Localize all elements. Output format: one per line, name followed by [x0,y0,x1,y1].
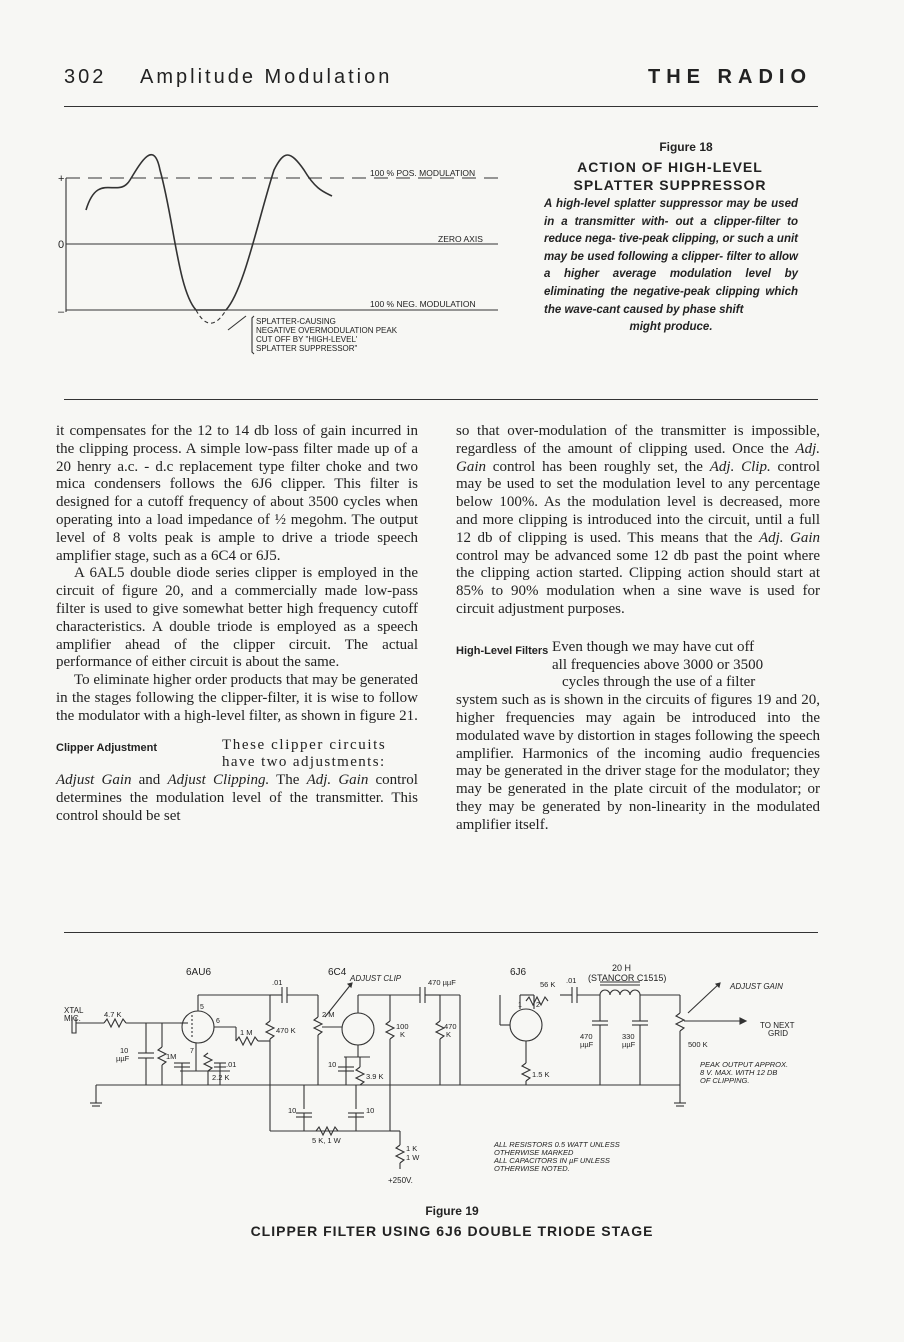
clipped-peak-dashed [196,310,226,323]
svg-text:1 K: 1 K [406,1144,418,1153]
side-heading-high-level-filters: High-Level Filters [456,644,549,657]
clipper-adj-body: Adjust Gain and Adjust Clipping. The Adj. Gain control determines the modulation level of the transmitter. This control should be set [56,772,418,824]
label-adjust-clip: ADJUST CLIP [350,974,402,983]
sign-minus: – [58,306,65,318]
term-adjust-clipping: Adjust Clipping. [167,772,270,789]
svg-text:5 K, 1 W: 5 K, 1 W [312,1136,341,1145]
peak-note-3: OF CLIPPING. [700,1076,750,1085]
note-leader-line [228,316,246,330]
svg-text:2: 2 [536,1002,540,1009]
svg-text:µµF: µµF [580,1040,594,1049]
svg-text:µµF: µµF [116,1054,130,1063]
svg-text:470: 470 [580,1032,593,1041]
clipper-adj-head-b: have two adjustments: [222,754,386,771]
left-paragraph-1: it compensates for the 12 to 14 db loss of gain incurred in the clipping process. A simple low-pass filter made up of a 20 henry a.c. - d.c replacement type filter choke and two mica condensers follows the 6J6 clipper. This filter is designed for a cutoff frequency of about 3500 cycles when operating into a load impedance of ½ megohm. The output level of 8 volts peak is ample to drive a triode speech amplifier stage, such as a 6C4 or 6J5. [56,423,418,564]
svg-text:.01: .01 [226,1060,237,1069]
svg-text:10: 10 [366,1106,375,1115]
svg-text:K: K [400,1030,406,1039]
tube-6au6 [182,1011,214,1043]
svg-text:470: 470 [444,1022,457,1031]
side-heading-clipper-adjustment: Clipper Adjustment [56,741,158,754]
svg-text:1 M: 1 M [240,1028,253,1037]
note-line-3: CUT OFF BY "HIGH-LEVEL' [256,335,358,344]
term-adjust-gain: Adjust Gain [56,772,132,789]
left-column [56,423,418,826]
peak-note-1: PEAK OUTPUT APPROX. [700,1060,789,1069]
svg-text:5: 5 [200,1004,204,1011]
svg-text:1.5 K: 1.5 K [532,1070,550,1079]
figure18-label: Figure 18 [659,140,713,154]
svg-text:2 M: 2 M [322,1010,335,1019]
svg-text:1M: 1M [166,1052,177,1061]
figure19-label: Figure 19 [425,1204,479,1218]
svg-text:470 K: 470 K [276,1026,296,1035]
schematic-note-1: ALL RESISTORS 0.5 WATT UNLESS [494,1140,620,1149]
svg-text:10: 10 [328,1060,337,1069]
note-brace [252,316,254,354]
label-tube-6c4: 6C4 [328,967,347,978]
note-line-1: SPLATTER-CAUSING [256,317,336,326]
figure18-caption-last: might produce. [629,321,713,334]
label-zero-axis: ZERO AXIS [438,234,483,244]
right-column: so that over-modulation of the transmitter is impossible, regardless of the amount of clipping used. Once the Adj. Gain control has been roughly set, the Adj. Clip. control may be used to set the modulation level to any percentage below 100%. As the modulation level is decreased, more and more clipping is introduced into the circuit, until a full 12 db of clipping is used. This means that the Adj. Gain control may be advanced some 12 db past the point where the clipping action started. Clipping action should start at 85% to 90% modulation when a sine wave is used for circuit adjustment purposes. High-Level Filters Even though we may have cut off all frequencies above 3000 or 3500 cycles through the use of a filter system such as is shown in the circuits of figures 19 and 20, higher frequencies may again be introduced into the modulated wave by distortion in stages following the speech amplifier. Harmonics of the incoming audio frequencies may be generated in the driver stage for the modulator; they may be generated in the plate circuit of the modulator; or they may be generated by non-linearity in the modulated amplifier itself. [456,423,820,833]
svg-text:56 K: 56 K [540,980,556,989]
figure18-rule [64,399,818,400]
clipper-adj-head-a: These clipper circuits [222,736,387,753]
label-adjust-gain: ADJUST GAIN [730,982,783,991]
svg-text:3.9 K: 3.9 K [366,1072,384,1081]
label-pos-modulation: 100 % POS. MODULATION [370,168,476,178]
page-number: 302 [64,66,107,88]
svg-text:100: 100 [396,1022,409,1031]
svg-text:10: 10 [288,1106,297,1115]
schematic-note-4: OTHERWISE NOTED. [494,1164,570,1173]
svg-text:7: 7 [190,1048,194,1055]
right-paragraph-2: system such as is shown in the circuits of figures 19 and 20, higher frequencies may again be introduced into the modulated wave by distortion in stages following the speech amplifier. Harmonics of the incoming audio frequencies may be generated in the driver stage for the modulator; they may be generated in the plate circuit of the modulator; or they may be generated by non-linearity in the modulated amplifier itself. [456,692,820,833]
text-bottom-rule [64,932,818,933]
figure19-schematic [60,955,840,1190]
label-b-plus: +250V. [388,1176,413,1185]
label-input-xtal: XTAL [64,1006,84,1015]
term-adj-gain: Adj. Gain [306,772,369,789]
schematic-note-2: OTHERWISE MARKED [494,1148,574,1157]
left-paragraph-3: To eliminate higher order products that may be generated in the stages following the clipper-filter, it is wise to follow the modulator with a high-level filter, as shown in figure 21. [56,672,418,724]
label-tube-6au6: 6AU6 [186,967,212,978]
running-book-title: THE RADIO [648,66,812,88]
note-line-2: NEGATIVE OVERMODULATION PEAK [256,326,398,335]
right-paragraph-1: so that over-modulation of the transmitter is impossible, regardless of the amount of clipping used. Once the Adj. Gain control has been roughly set, the Adj. Clip. control may be used to set the modulation level to any percentage below 100%. As the modulation level is decreased, more and more clipping is introduced into the circuit, until a full 12 db of clipping is used. This means that the Adj. Gain control may be advanced some 12 db past the point where the clipping action started. Clipping action should start at 85% to 90% modulation when a sine wave is used for circuit adjustment purposes. [456,423,820,617]
label-choke: 20 H [612,963,632,973]
label-output-next: TO NEXT [760,1021,795,1030]
running-section-title: Amplitude Modulation [140,66,393,88]
svg-text:1: 1 [518,1002,522,1009]
svg-text:330: 330 [622,1032,635,1041]
label-neg-modulation: 100 % NEG. MODULATION [370,299,476,309]
svg-text:1 W: 1 W [406,1153,420,1162]
svg-text:470 µµF: 470 µµF [428,978,456,987]
schematic-note-3: ALL CAPACITORS IN µF UNLESS [494,1156,610,1165]
svg-text:10: 10 [120,1046,129,1055]
svg-text:500 K: 500 K [688,1040,708,1049]
figure19-title: CLIPPER FILTER USING 6J6 DOUBLE TRIODE STAGE [250,1223,654,1239]
svg-text:6: 6 [216,1018,220,1025]
svg-text:4.7 K: 4.7 K [104,1010,122,1019]
header-rule [64,106,818,107]
tube-6c4 [342,1013,374,1045]
choke-20h [600,990,640,995]
label-input-mic: MIC. [64,1014,81,1023]
figure18-title-line2: SPLATTER SUPPRESSOR [573,177,767,193]
left-paragraph-2: A 6AL5 double diode series clipper is employed in the circuit of figure 20, and a commercially made low-pass filter is used to give somewhat better high frequency cutoff characteristics. A double triode is employed as a speech amplifier ahead of the clipper circuit. The actual performance of either circuit is about the same. [56,565,418,671]
label-output-grid: GRID [768,1029,788,1038]
label-tube-6j6: 6J6 [510,967,527,978]
peak-note-2: 8 V. MAX. WITH 12 DB [700,1068,778,1077]
svg-text:.01: .01 [272,978,283,987]
figure18-title-line1: ACTION OF HIGH-LEVEL [577,159,763,175]
figure18-caption [544,196,798,337]
figure18-caption-main: A high-level splatter suppressor may be used in a transmitter with- out a clipper-filter to reduce nega- tive-peak clipping, or such a unit may be used following a clipper- filter to allow a higher average modulation level by eliminating the negative-peak clipping which the wave-cant caused by phase shift [544,198,798,316]
sign-plus: + [58,173,65,185]
svg-text:µµF: µµF [622,1040,636,1049]
svg-text:.01: .01 [566,976,577,985]
resistor-4-7k [104,1019,126,1027]
label-choke-part: (STANCOR C1515) [588,973,667,983]
tube-6j6 [510,1009,542,1041]
sign-zero: 0 [58,239,65,251]
figure18-waveform-graph [58,140,508,368]
note-line-4: SPLATTER SUPPRESSOR" [256,344,358,353]
svg-text:K: K [446,1030,452,1039]
svg-text:2.2 K: 2.2 K [212,1073,230,1082]
